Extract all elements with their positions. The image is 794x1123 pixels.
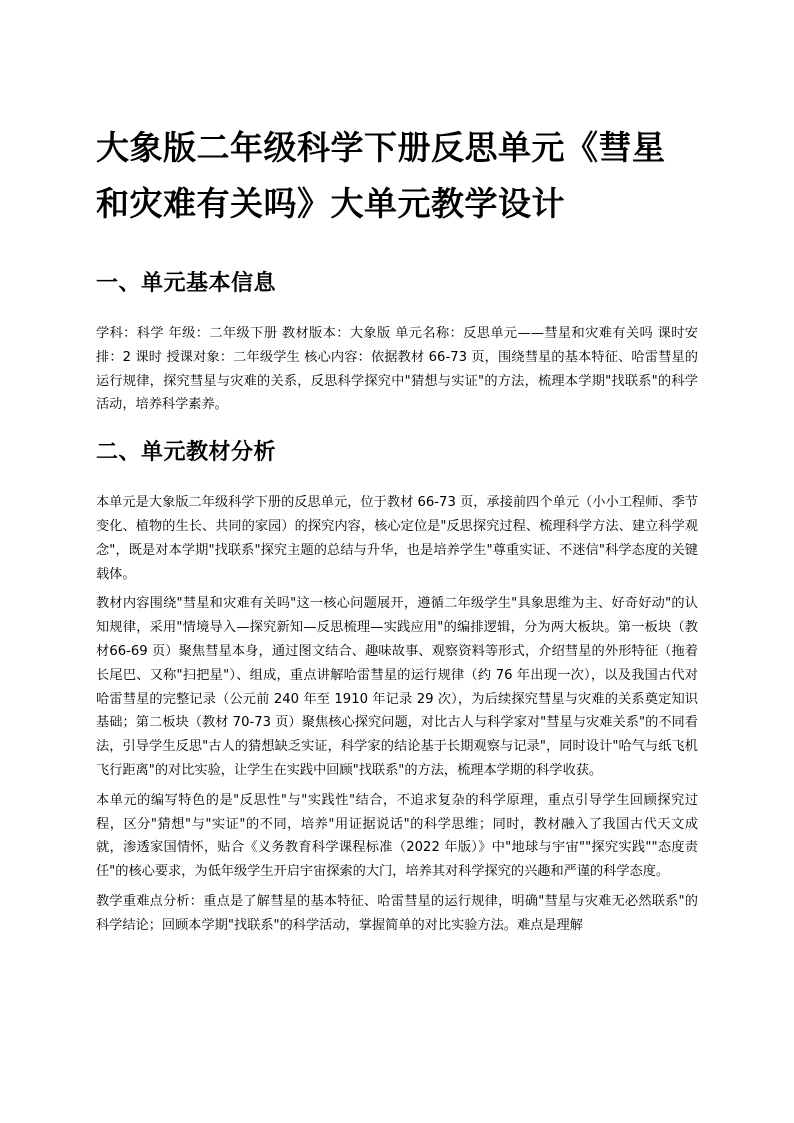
- analysis-paragraph-key-points: 教学重难点分析：重点是了解彗星的基本特征、哈雷彗星的运行规律，明确"彗星与灾难无必然联系"的科学结论；回顾本学期"找联系"的科学活动，掌握简单的对比实验方法。难点是理解: [96, 893, 698, 933]
- analysis-paragraph-content: 教材内容围绕"彗星和灾难有关吗"这一核心问题展开，遵循二年级学生"具象思维为主、好奇好动"的认知规律，采用"情境导入—探究新知—反思梳理—实践应用"的编排逻辑，分为两大板块。第一板块（教材66-69 页）聚焦彗星本身，通过图文结合、趣味故事、观察资料等形式，介绍彗星的外形特征（拖着长尾巴、又称"扫把星"）、组成，重点讲解哈雷彗星的运行规律（约 76 年出现一次），以及我国古代对哈雷彗星的完整记录（公元前 240 年至 1910 年记录 29 次），为后续探究彗星与灾难的关系奠定知识基础；第二板块（教材 70-73 页）聚焦核心探究问题，对比古人与科学家对"彗星与灾难关系"的不同看法，引导学生反思"古人的猜想缺乏实证，科学家的结论基于长期观察与记录"，同时设计"哈气与纸飞机飞行距离"的对比实验，让学生在实践中回顾"找联系"的方法，梳理本学期的科学收获。: [96, 596, 698, 778]
- section-heading-material-analysis: 二、单元教材分析: [96, 440, 277, 466]
- document-title: 大象版二年级科学下册反思单元《彗星和灾难有关吗》大单元教学设计: [96, 128, 666, 223]
- section-heading-basic-info: 一、单元基本信息: [96, 271, 277, 296]
- analysis-paragraph-features: 本单元的编写特色的是"反思性"与"实践性"结合，不追求复杂的科学原理，重点引导学生回顾探究过程，区分"猜想"与"实证"的不同，培养"用证据说话"的科学思维；同时，教材融入了我国古代天文成就，渗透家国情怀，贴合《义务教育科学课程标准（2022 年版）》中"地球与宇宙""探究实践""态度责任"的核心要求，为低年级学生开启宇宙探索的大门，培养其对科学探究的兴趣和严谨的科学态度。: [96, 792, 698, 880]
- analysis-paragraph-overview: 本单元是大象版二年级科学下册的反思单元，位于教材 66-73 页，承接前四个单元（小小工程师、季节变化、植物的生长、共同的家园）的探究内容，核心定位是"反思探究过程、梳理科学方法、建立科学观念"，既是对本学期"找联系"探究主题的总结与升华，也是培养学生"尊重实证、不迷信"科学态度的关键载体。: [96, 495, 698, 582]
- basic-info-paragraph: 学科：科学 年级：二年级下册 教材版本：大象版 单元名称：反思单元——彗星和灾难有关吗 课时安排：2 课时 授课对象：二年级学生 核心内容：依据教材 66-73 页，围绕彗星的基本特征、哈雷彗星的运行规律，探究彗星与灾难的关系，反思科学探究中"猜想与实证"的方法，梳理本学期"找联系"的科学活动，培养科学素养。: [96, 326, 698, 413]
